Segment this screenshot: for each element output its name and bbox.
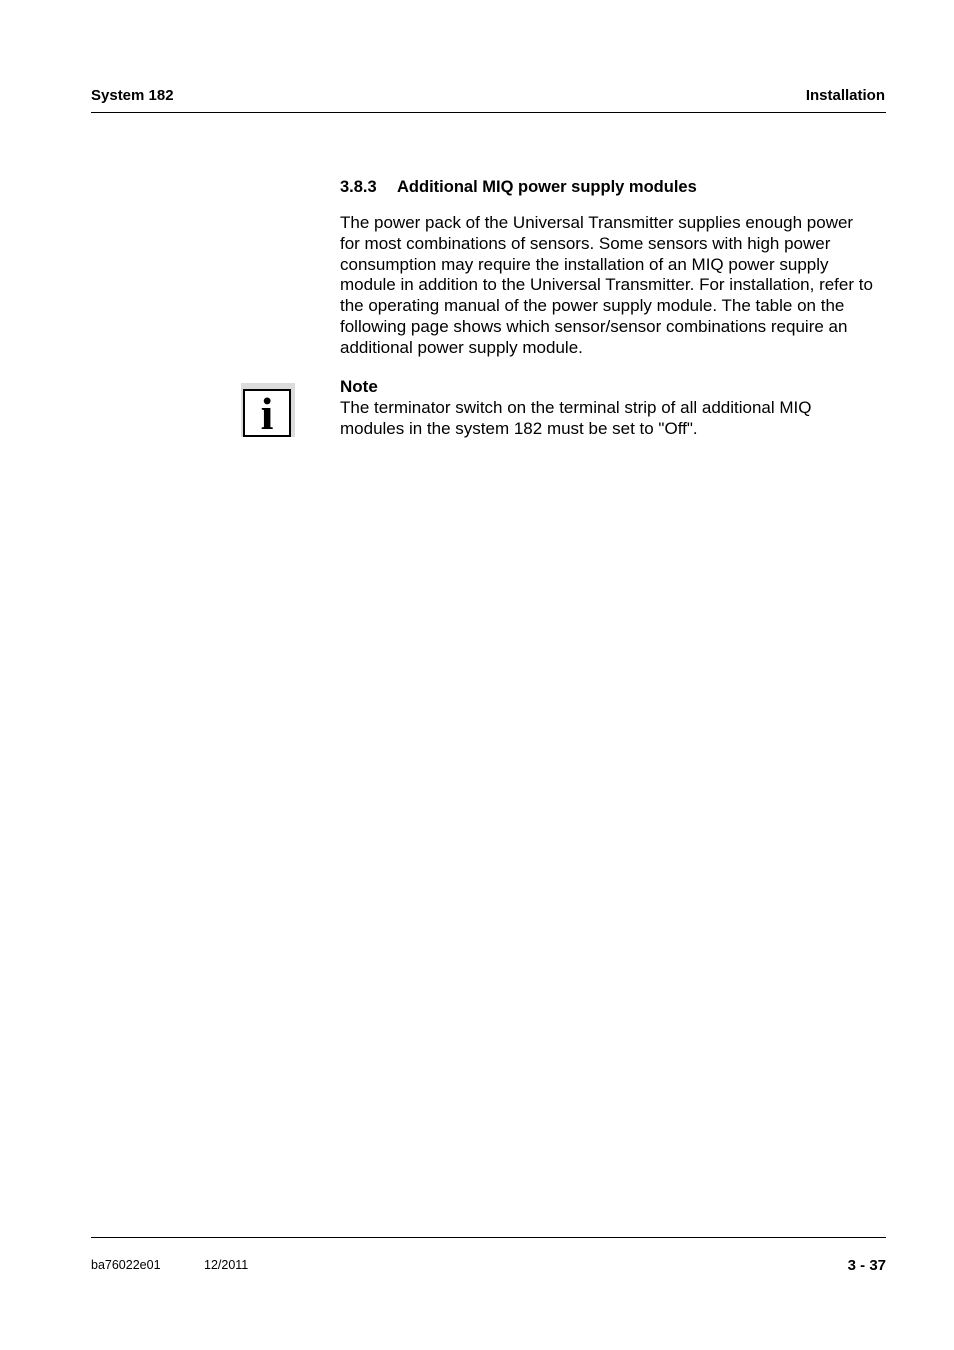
header-rule: [91, 112, 886, 113]
footer-rule: [91, 1237, 886, 1238]
info-icon-glyph: i: [260, 388, 274, 439]
body-paragraph: [340, 213, 888, 359]
paragraph-line: the operating manual of the power supply module. The table on the: [340, 296, 845, 316]
running-header-left: System 182: [91, 87, 174, 104]
section-heading: [340, 176, 697, 198]
info-icon-frame: [243, 389, 291, 437]
note-text: [340, 397, 888, 439]
section-number: 3.8.3: [340, 178, 377, 196]
footer-date: 12/2011: [204, 1258, 249, 1272]
note-line: modules in the system 182 must be set to "Off".: [340, 419, 698, 438]
paragraph-line: for most combinations of sensors. Some sensors with high power: [340, 233, 831, 253]
paragraph-line: The power pack of the Universal Transmitter supplies enough power: [340, 213, 854, 232]
note-title: Note: [340, 377, 378, 396]
footer-document-id: ba76022e01: [91, 1258, 161, 1272]
paragraph-line: module in addition to the Universal Transmitter. For installation, refer to: [340, 275, 873, 295]
page-number: 3 - 37: [847, 1257, 886, 1274]
section-title: Additional MIQ power supply modules: [397, 178, 697, 196]
info-icon: [241, 383, 295, 437]
note-line: The terminator switch on the terminal strip of all additional MIQ: [340, 398, 812, 417]
paragraph-line: consumption may require the installation of an MIQ power supply: [340, 254, 829, 274]
paragraph-line: additional power supply module.: [340, 337, 583, 357]
running-header-right: Installation: [805, 87, 885, 104]
paragraph-line: following page shows which sensor/sensor combinations require an: [340, 316, 848, 336]
